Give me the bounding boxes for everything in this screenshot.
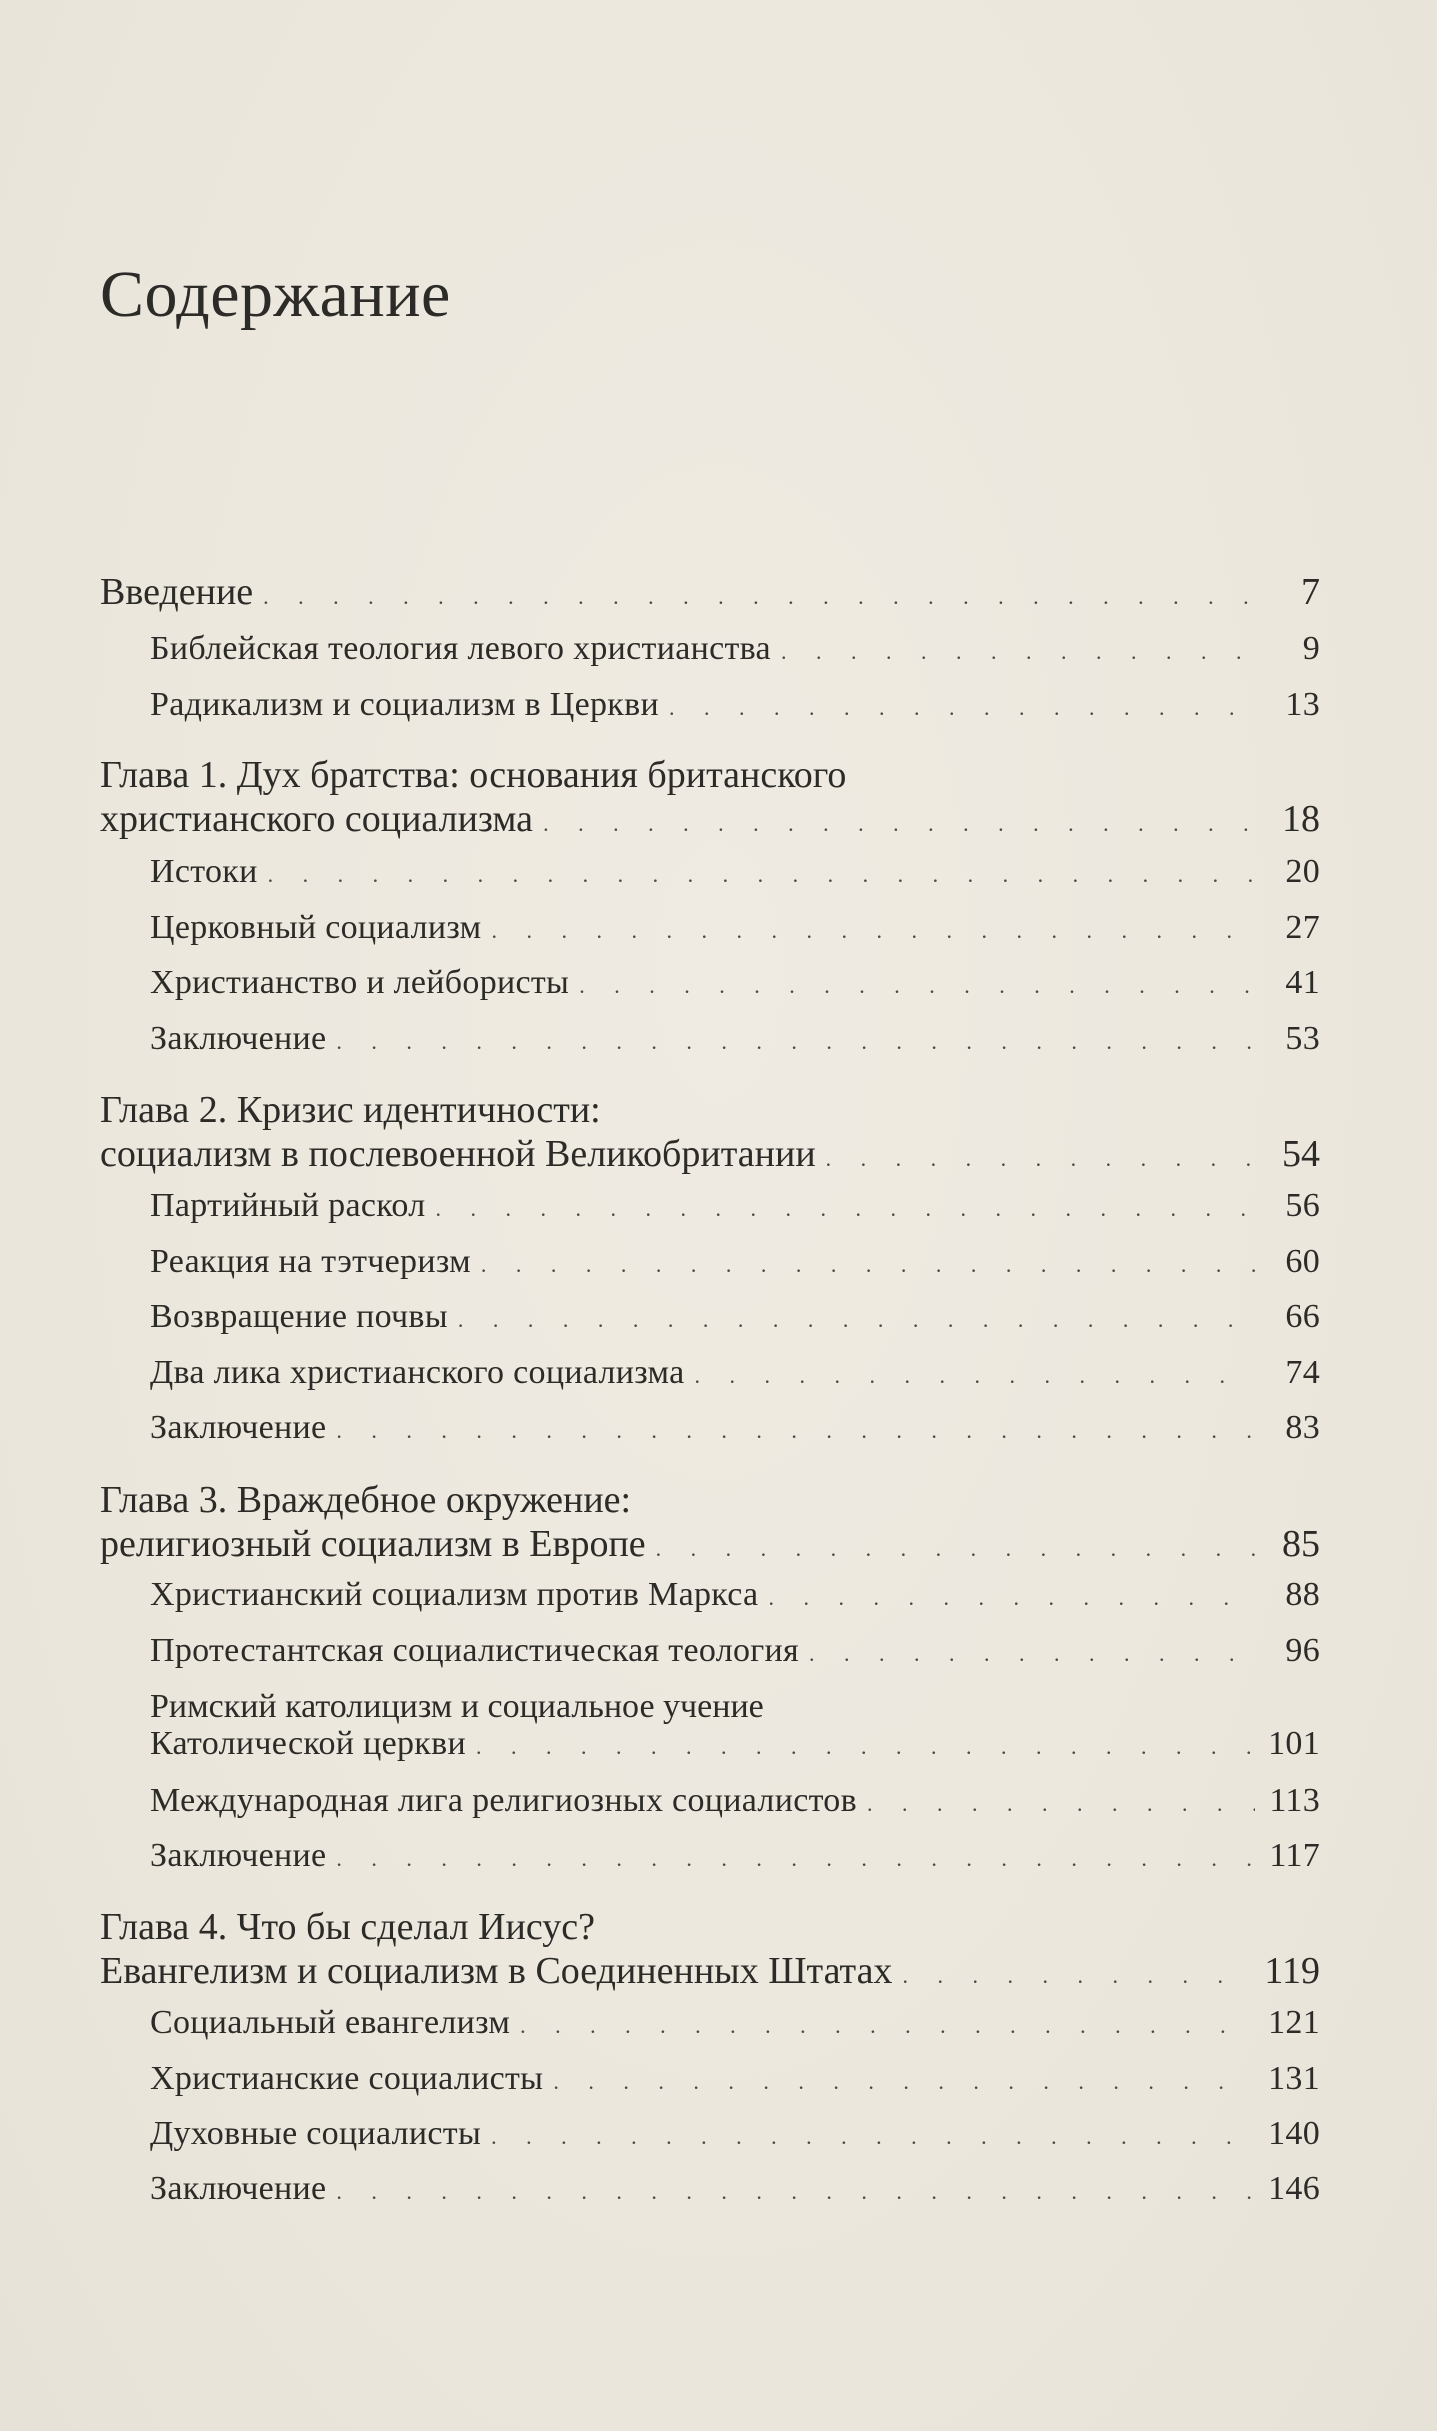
toc-page-number: 121 xyxy=(1268,2004,1320,2041)
toc-entry-label: Евангелизм и социализм в Соединенных Штатах xyxy=(100,1950,893,1992)
toc-chapter-heading: Глава 1. Дух братства: основания британского xyxy=(100,754,847,796)
dot-leader xyxy=(336,1846,1255,1872)
toc-subentry xyxy=(150,1632,1320,1670)
toc-chapter-heading: Глава 3. Враждебное окружение: xyxy=(100,1479,632,1521)
toc-entry-label: Заключение xyxy=(150,1020,327,1057)
toc-subentry xyxy=(150,686,1320,724)
dot-leader xyxy=(520,2013,1254,2039)
toc-entry-label: христианского социализма xyxy=(100,798,534,840)
toc-chapter-heading: Глава 2. Кризис идентичности: xyxy=(100,1089,601,1131)
dot-leader xyxy=(781,639,1256,665)
toc-page-number: 117 xyxy=(1269,1837,1320,1874)
toc-entry-label: Христианский социализм против Маркса xyxy=(150,1576,759,1613)
toc-page-number: 20 xyxy=(1285,853,1320,890)
toc-chapter-heading: Глава 4. Что бы сделал Иисус? xyxy=(100,1906,595,1948)
toc-subentry xyxy=(150,1020,1320,1058)
toc-page-number: 18 xyxy=(1282,798,1320,840)
toc-subentry xyxy=(150,909,1320,947)
dot-leader xyxy=(768,1585,1256,1611)
toc-subentry xyxy=(150,2004,1320,2042)
toc-page-number: 140 xyxy=(1268,2115,1320,2152)
toc-entry-label: Радикализм и социализм в Церкви xyxy=(150,686,659,723)
dot-leader xyxy=(268,862,1256,888)
toc-entry-introduction xyxy=(100,570,1320,614)
toc-subentry xyxy=(150,2115,1320,2153)
toc-page-number: 83 xyxy=(1285,1409,1320,1446)
toc-entry-chapter-3 xyxy=(100,1522,1320,1566)
toc-page-number: 85 xyxy=(1282,1523,1320,1565)
toc-subentry xyxy=(150,1409,1320,1447)
dot-leader xyxy=(481,1252,1256,1278)
toc-entry-chapter-4 xyxy=(100,1949,1320,1993)
toc-subentry xyxy=(150,964,1320,1002)
dot-leader xyxy=(656,1536,1256,1562)
toc-page-number: 60 xyxy=(1285,1243,1320,1280)
toc-page-number: 119 xyxy=(1264,1950,1320,1992)
toc-page-number: 9 xyxy=(1302,630,1320,667)
dot-leader xyxy=(579,973,1256,999)
toc-page-number: 41 xyxy=(1285,964,1320,1001)
toc-page-number: 113 xyxy=(1269,1782,1320,1819)
toc-subentry xyxy=(150,1725,1320,1763)
toc-subentry xyxy=(150,1576,1320,1614)
toc-page-number: 27 xyxy=(1285,909,1320,946)
dot-leader xyxy=(336,1418,1256,1444)
toc-subentry xyxy=(150,1837,1320,1875)
toc-entry-label: Реакция на тэтчеризм xyxy=(150,1243,471,1280)
dot-leader xyxy=(543,811,1256,837)
toc-entry-label: Христианские социалисты xyxy=(150,2060,544,2097)
toc-page-number: 101 xyxy=(1268,1725,1320,1762)
toc-subentry-heading: Римский католицизм и социальное учение xyxy=(150,1688,764,1725)
dot-leader xyxy=(867,1791,1255,1817)
toc-entry-chapter-2 xyxy=(100,1132,1320,1176)
dot-leader xyxy=(669,695,1256,721)
toc-subentry xyxy=(150,1298,1320,1336)
toc-entry-label: Заключение xyxy=(150,2170,327,2207)
toc-page-number: 88 xyxy=(1285,1576,1320,1613)
toc-page-number: 74 xyxy=(1285,1354,1320,1391)
toc-entry-label: Международная лига религиозных социалистов xyxy=(150,1782,857,1819)
toc-entry-label: Социальный евангелизм xyxy=(150,2004,511,2041)
page-title: Содержание xyxy=(100,258,451,331)
toc-page-number: 13 xyxy=(1285,686,1320,723)
toc-entry-label: Введение xyxy=(100,571,254,613)
dot-leader xyxy=(435,1196,1256,1222)
toc-entry-label: Протестантская социалистическая теология xyxy=(150,1632,799,1669)
dot-leader xyxy=(491,918,1256,944)
toc-entry-label: Возвращение почвы xyxy=(150,1298,448,1335)
dot-leader xyxy=(491,2124,1254,2150)
toc-page-number: 131 xyxy=(1268,2060,1320,2097)
toc-subentry xyxy=(150,630,1320,668)
dot-leader xyxy=(336,1029,1256,1055)
toc-entry-label: Истоки xyxy=(150,853,258,890)
toc-page-number: 66 xyxy=(1285,1298,1320,1335)
dot-leader xyxy=(458,1307,1256,1333)
toc-subentry xyxy=(150,2170,1320,2208)
toc-page-number: 53 xyxy=(1285,1020,1320,1057)
toc-entry-label: Заключение xyxy=(150,1409,327,1446)
toc-entry-chapter-1 xyxy=(100,797,1320,841)
dot-leader xyxy=(553,2069,1254,2095)
toc-subentry xyxy=(150,2060,1320,2098)
toc-page-number: 54 xyxy=(1282,1133,1320,1175)
toc-page-number: 56 xyxy=(1285,1187,1320,1224)
toc-subentry xyxy=(150,1187,1320,1225)
toc-entry-label: Два лика христианского социализма xyxy=(150,1354,685,1391)
toc-subentry xyxy=(150,853,1320,891)
toc-entry-label: Заключение xyxy=(150,1837,327,1874)
toc-subentry xyxy=(150,1243,1320,1281)
dot-leader xyxy=(336,2179,1254,2205)
dot-leader xyxy=(695,1363,1256,1389)
toc-entry-label: Партийный раскол xyxy=(150,1187,426,1224)
dot-leader xyxy=(902,1963,1250,1989)
toc-page-number: 96 xyxy=(1285,1632,1320,1669)
dot-leader xyxy=(263,584,1256,610)
toc-page-number: 7 xyxy=(1301,571,1320,613)
toc-entry-label: Библейская теология левого христианства xyxy=(150,630,771,667)
toc-entry-label: Церковный социализм xyxy=(150,909,482,946)
toc-entry-label: социализм в послевоенной Великобритании xyxy=(100,1133,816,1175)
toc-entry-label: Духовные социалисты xyxy=(150,2115,482,2152)
toc-entry-label: Католической церкви xyxy=(150,1725,466,1762)
dot-leader xyxy=(809,1641,1256,1667)
dot-leader xyxy=(476,1734,1254,1760)
toc-entry-label: Христианство и лейбористы xyxy=(150,964,570,1001)
toc-subentry xyxy=(150,1354,1320,1392)
dot-leader xyxy=(826,1146,1256,1172)
toc-entry-label: религиозный социализм в Европе xyxy=(100,1523,646,1565)
toc-page-number: 146 xyxy=(1268,2170,1320,2207)
toc-subentry xyxy=(150,1782,1320,1820)
